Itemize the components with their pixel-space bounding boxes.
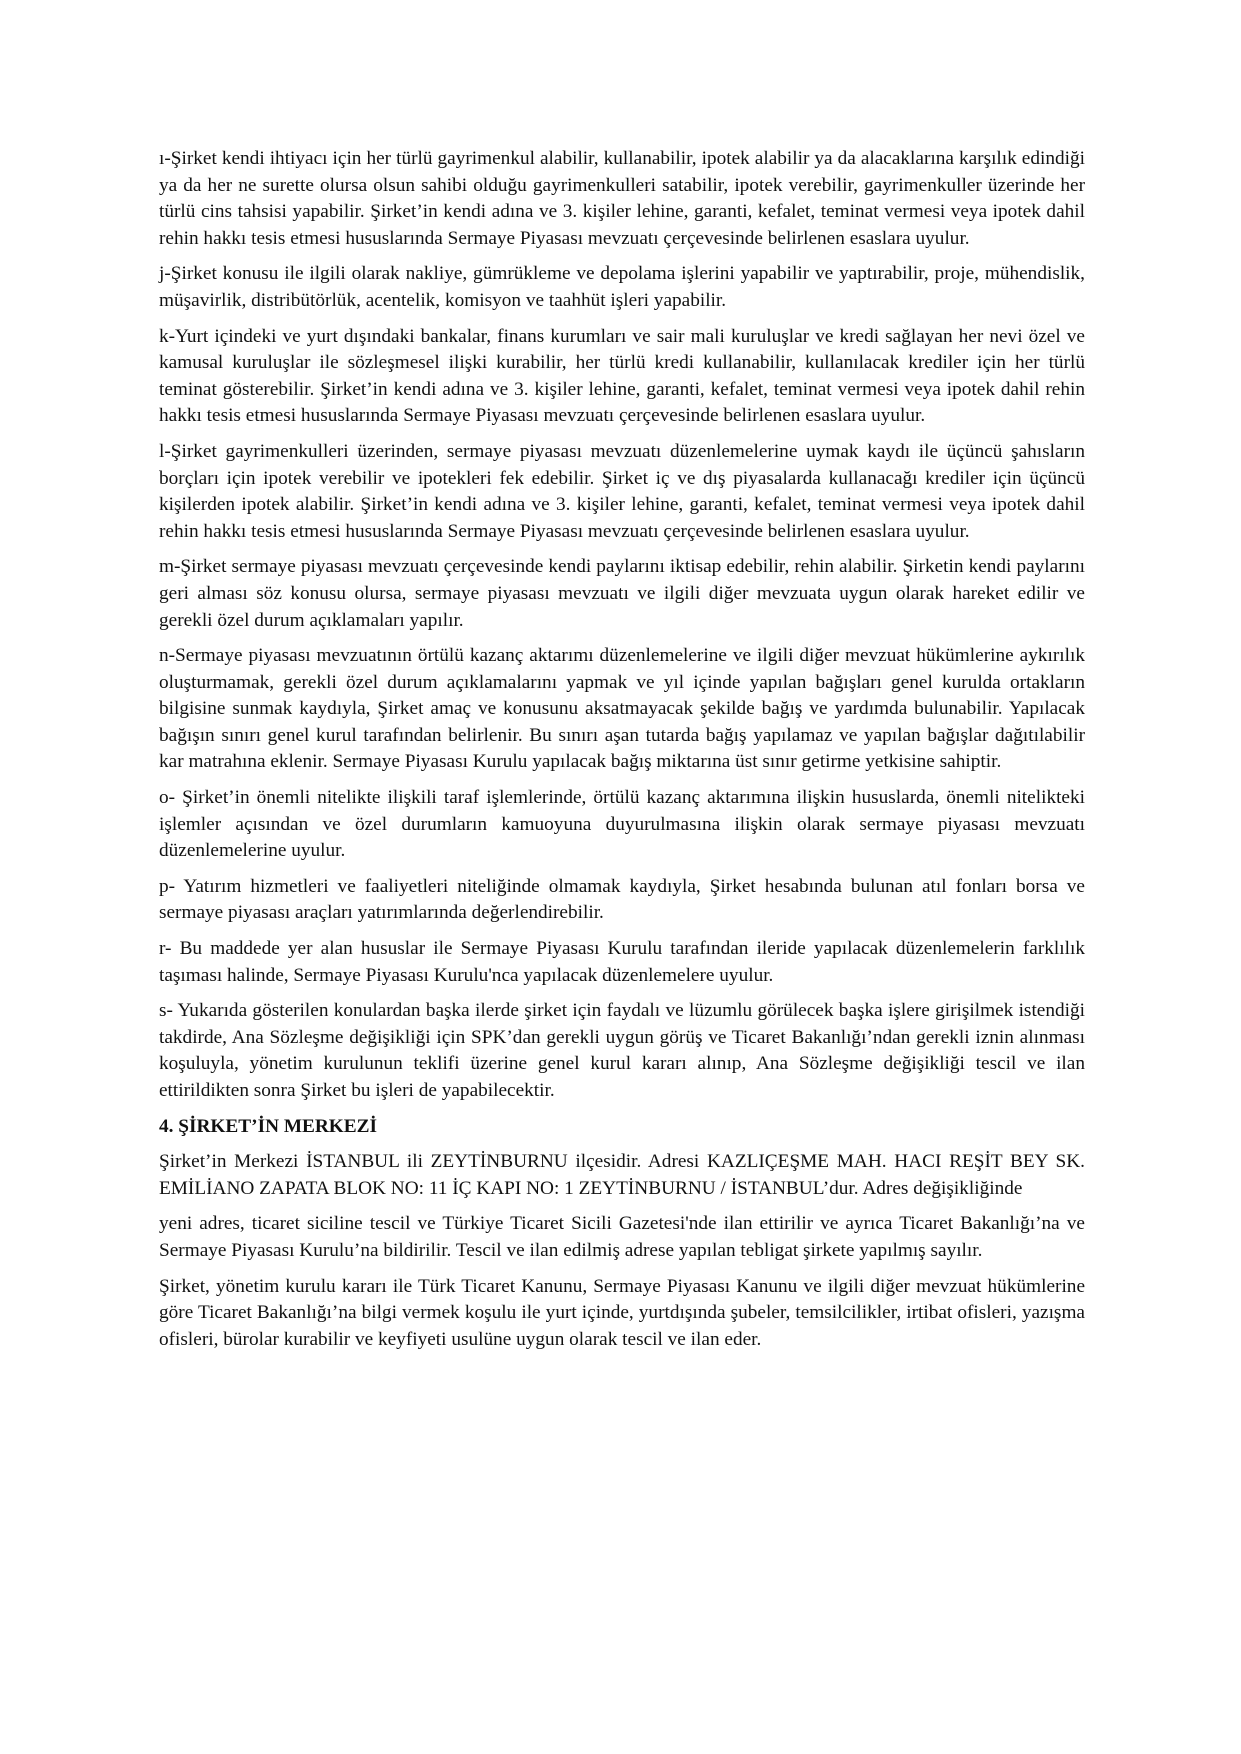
clause-s: s- Yukarıda gösterilen konulardan başka ilerde şirket için faydalı ve lüzumlu görülecek başka işlere girişilmek istendiği takdirde, Ana Sözleşme değişikliği için SPK’dan gerekli uygun görüş ve Ticaret Bakanlığı’ndan gerekli iznin alınması koşuluyla, yönetim kurulunun teklifi üzerine genel kurul kararı alınıp, Ana Sözleşme değişikliği tescil ve ilan ettirildikten sonra Şirket bu işleri de yapabilecektir. xyxy=(159,1000,1085,1101)
document-page xyxy=(159,146,1085,1362)
clause-l: l-Şirket gayrimenkulleri üzerinden, sermaye piyasası mevzuatı düzenlemelerine uymak kaydı ile üçüncü şahısların borçları için ipotek verebilir ve ipotekleri fek edebilir. Şirket iç ve dış piyasalarda kullanacağı krediler için üçüncü kişilerden ipotek alabilir. Şirket’in kendi adına ve 3. kişiler lehine, garanti, kefalet, teminat vermesi veya ipotek dahil rehin hakkı tesis etmesi hususlarında Sermaye Piyasası mevzuatı çerçevesinde belirlenen esaslara uyulur. xyxy=(159,440,1085,542)
clause-i: ı-Şirket kendi ihtiyacı için her türlü gayrimenkul alabilir, kullanabilir, ipotek alabilir ya da alacaklarına karşılık edindiği ya da her ne surette olursa olsun sahibi olduğu gayrimenkulleri satabilir, ipotek verebilir, gayrimenkuller üzerinde her türlü cins tahsisi yapabilir. Şirket’in kendi adına ve 3. kişiler lehine, garanti, kefalet, teminat vermesi veya ipotek dahil rehin hakkı tesis etmesi hususlarında Sermaye Piyasası mevzuatı çerçevesinde belirlenen esaslara uyulur. xyxy=(159,148,1085,249)
clause-k: k-Yurt içindeki ve yurt dışındaki bankalar, finans kurumları ve sair mali kuruluşlar ve kredi sağlayan her nevi özel ve kamusal kuruluşlar ile sözleşmesel ilişki kurabilir, her türlü kredi kullanabilir, kullanılacak krediler için her türlü teminat gösterebilir. Şirket’in kendi adına ve 3. kişiler lehine, garanti, kefalet, teminat vermesi veya ipotek dahil rehin hakkı tesis etmesi hususlarında Sermaye Piyasası mevzuatı çerçevesinde belirlenen esaslara uyulur. xyxy=(159,325,1085,427)
clause-m: m-Şirket sermaye piyasası mevzuatı çerçevesinde kendi paylarını iktisap edebilir, rehin alabilir. Şirketin kendi paylarını geri alması söz konusu olursa, sermaye piyasası mevzuatı ve ilgili diğer mevzuata uygun olarak hareket edilir ve gerekli özel durum açıklamaları yapılır. xyxy=(159,556,1085,631)
section-heading: 4. ŞİRKET’İN MERKEZİ xyxy=(159,1115,378,1137)
clause-p: p- Yatırım hizmetleri ve faaliyetleri niteliğinde olmamak kaydıyla, Şirket hesabında bulunan atıl fonları borsa ve sermaye piyasası araçları yatırımlarında değerlendirebilir. xyxy=(159,875,1085,924)
clause-n: n-Sermaye piyasası mevzuatının örtülü kazanç aktarımı düzenlemelerine ve ilgili diğer mevzuat hükümlerine aykırılık oluşturmamak, gerekli özel durum açıklamalarını yapmak ve yıl içinde yapılan bağışları genel kurulda ortakların bilgisine sunmak kaydıyla, Şirket amaç ve konusunu aksatmayacak şekilde bağış ve yardımda bulunabilir. Yapılacak bağışın sınırı genel kurul tarafından belirlenir. Bu sınırı aşan tutarda bağış yapılamaz ve yapılan bağışlar dağıtılabilir kar matrahına eklenir. Sermaye Piyasası Kurulu yapılacak bağış miktarına üst sınır getirme yetkisine sahiptir. xyxy=(159,645,1085,773)
headquarters-paragraph: Şirket’in Merkezi İSTANBUL ili ZEYTİNBURNU ilçesidir. Adresi KAZLIÇEŞME MAH. HACI REŞİT BEY SK. EMİLİANO ZAPATA BLOK NO: 11 İÇ KAPI NO: 1 ZEYTİNBURNU / İSTANBUL’dur. Adres değişikliğinde xyxy=(159,1151,1085,1199)
clause-r: r- Bu maddede yer alan hususlar ile Sermaye Piyasası Kurulu tarafından ileride yapılacak düzenlemelerin farklılık taşıması halinde, Sermaye Piyasası Kurulu'nca yapılacak düzenlemelere uyulur. xyxy=(159,938,1085,986)
clause-j: j-Şirket konusu ile ilgili olarak nakliye, gümrükleme ve depolama işlerini yapabilir ve yaptırabilir, proje, mühendislik, müşavirlik, distribütörlük, acentelik, komisyon ve taahhüt işleri yapabilir. xyxy=(159,263,1085,311)
branches-paragraph: Şirket, yönetim kurulu kararı ile Türk Ticaret Kanunu, Sermaye Piyasası Kanunu ve ilgili diğer mevzuat hükümlerine göre Ticaret Bakanlığı’na bilgi vermek koşulu ile yurt içinde, yurtdışında şubeler, temsilcilikler, irtibat ofisleri, yazışma ofisleri, bürolar kurabilir ve keyfiyeti usulüne uygun olarak tescil ve ilan eder. xyxy=(159,1275,1085,1350)
address-change-paragraph: yeni adres, ticaret siciline tescil ve Türkiye Ticaret Sicili Gazetesi'nde ilan ettirilir ve ayrıca Ticaret Bakanlığı’na ve Sermaye Piyasası Kurulu’na bildirilir. Tescil ve ilan edilmiş adrese yapılan tebligat şirkete yapılmış sayılır. xyxy=(159,1213,1085,1261)
clause-o: o- Şirket’in önemli nitelikte ilişkili taraf işlemlerinde, örtülü kazanç aktarımına ilişkin hususlarda, önemli nitelikteki işlemler açısından ve özel durumların kamuoyuna duyurulmasına ilişkin olarak sermaye piyasası mevzuatı düzenlemelerine uyulur. xyxy=(159,787,1085,862)
